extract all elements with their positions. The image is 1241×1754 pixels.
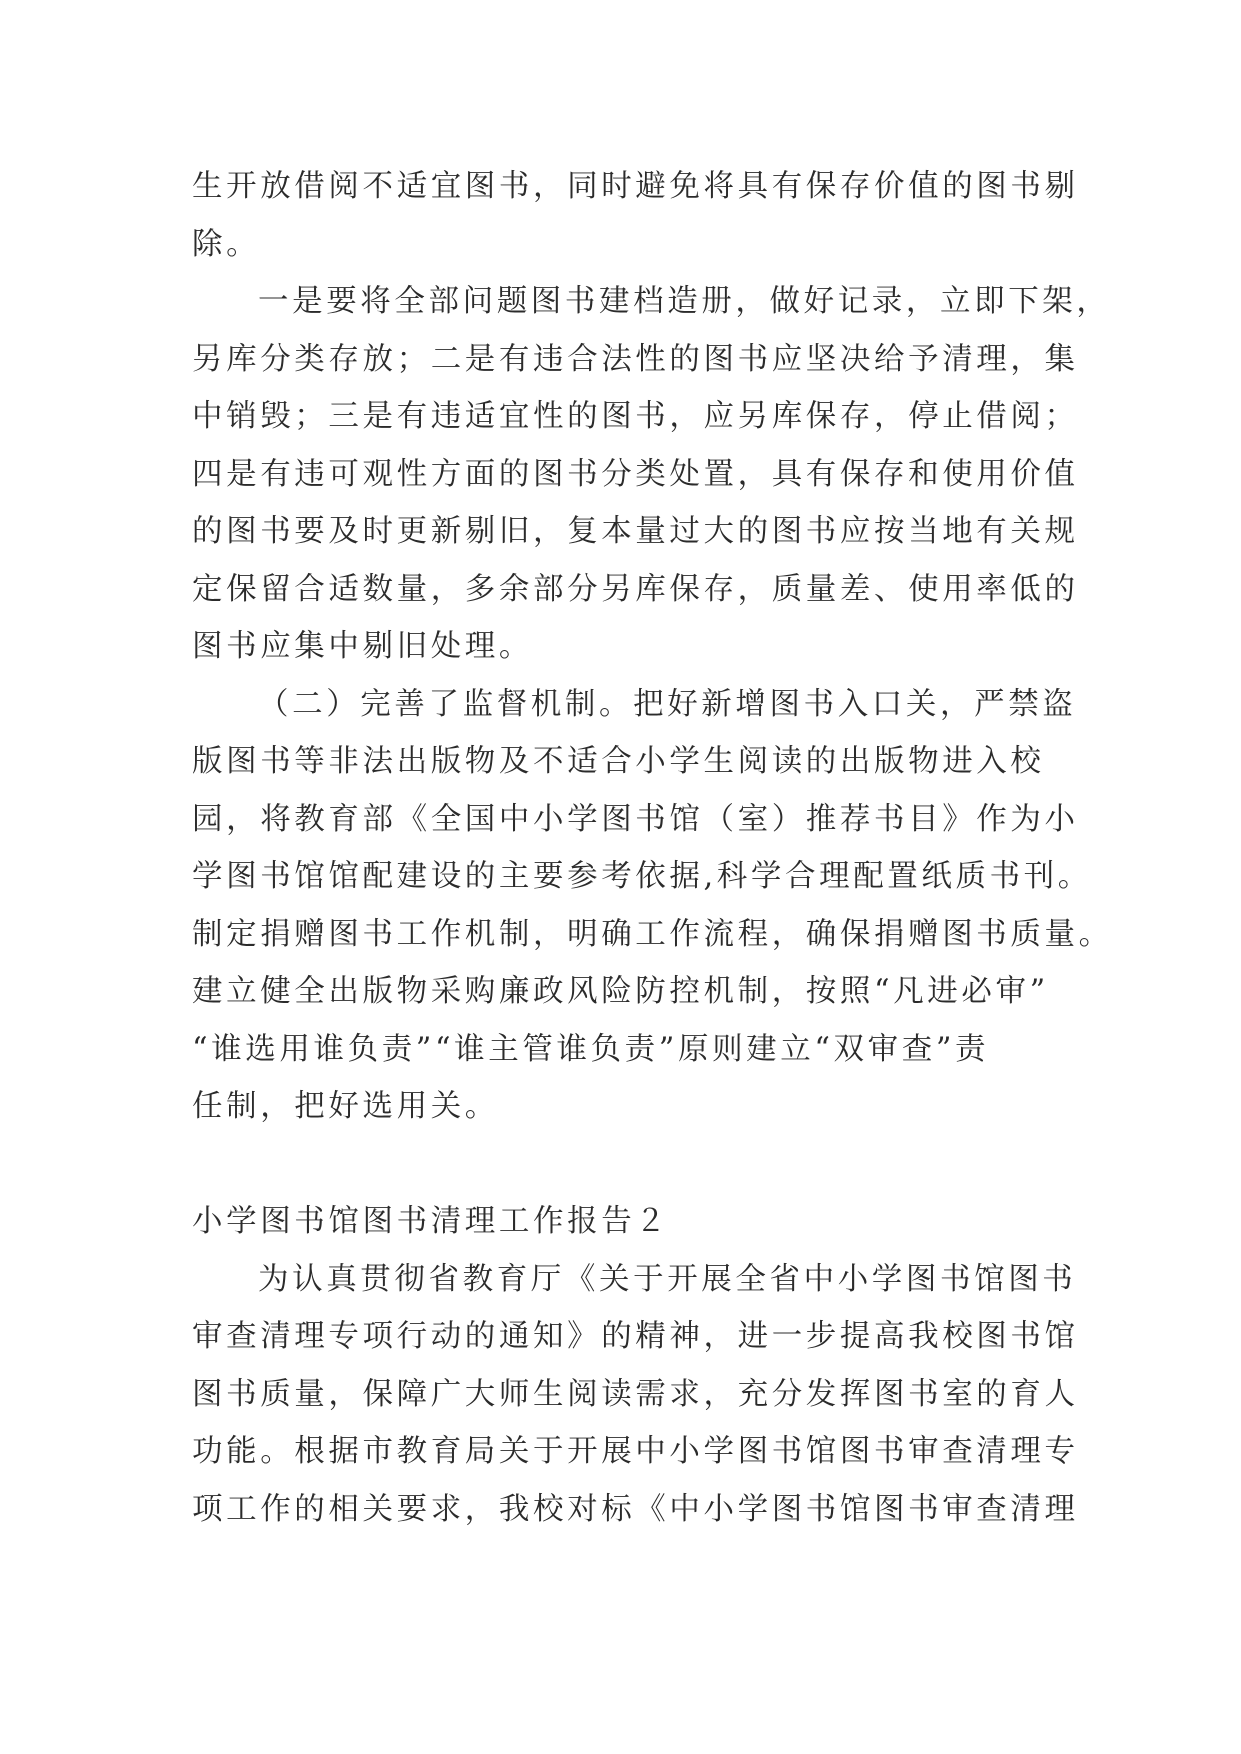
text-line: 中销毁；三是有违适宜性的图书，应另库保存，停止借阅； bbox=[192, 399, 1079, 434]
text-line: 功能。根据市教育局关于开展中小学图书馆图书审查清理专 bbox=[192, 1434, 1079, 1469]
text-line: 生开放借阅不适宜图书，同时避免将具有保存价值的图书剔 bbox=[192, 169, 1079, 204]
text-line: 图书应集中剔旧处理。 bbox=[192, 629, 533, 664]
text-line: 另库分类存放；二是有违合法性的图书应坚决给予清理，集 bbox=[192, 341, 1079, 377]
paragraph-first-line: 为认真贯彻省教育厅《关于开展全省中小学图书馆图书 bbox=[258, 1261, 1077, 1297]
text-line: 项工作的相关要求，我校对标《中小学图书馆图书审查清理 bbox=[192, 1491, 1079, 1527]
text-line: 图书质量，保障广大师生阅读需求，充分发挥图书室的育人 bbox=[192, 1376, 1079, 1412]
text-line: 除。 bbox=[192, 226, 261, 262]
document-body bbox=[192, 158, 1113, 1538]
text-line: 任制，把好选用关。 bbox=[192, 1089, 499, 1124]
text-line: 园，将教育部《全国中小学图书馆（室）推荐书目》作为小 bbox=[192, 801, 1079, 837]
text-line: 审查清理专项行动的通知》的精神，进一步提高我校图书馆 bbox=[192, 1319, 1079, 1354]
text-line: 四是有违可观性方面的图书分类处置，具有保存和使用价值 bbox=[192, 456, 1079, 492]
paragraph-first-line: （二）完善了监督机制。把好新增图书入口关，严禁盗 bbox=[258, 686, 1077, 722]
text-line: 的图书要及时更新剔旧，复本量过大的图书应按当地有关规 bbox=[192, 514, 1079, 549]
text-line: 建立健全出版物采购廉政风险防控机制，按照“凡进必审” bbox=[192, 974, 1049, 1009]
text-line: 版图书等非法出版物及不适合小学生阅读的出版物进入校 bbox=[192, 744, 1045, 779]
section-title: 小学图书馆图书清理工作报告２ bbox=[192, 1204, 670, 1239]
text-line: 制定捐赠图书工作机制，明确工作流程，确保捐赠图书质量。 bbox=[192, 916, 1113, 952]
text-line: “谁选用谁负责”“谁主管谁负责”原则建立“双审查”责 bbox=[192, 1031, 990, 1067]
text-line: 定保留合适数量，多余部分另库保存，质量差、使用率低的 bbox=[192, 571, 1079, 607]
text-line: 学图书馆馆配建设的主要参考依据,科学合理配置纸质书刊。 bbox=[192, 859, 1092, 894]
paragraph-first-line: 一是要将全部问题图书建档造册，做好记录，立即下架， bbox=[258, 284, 1111, 319]
